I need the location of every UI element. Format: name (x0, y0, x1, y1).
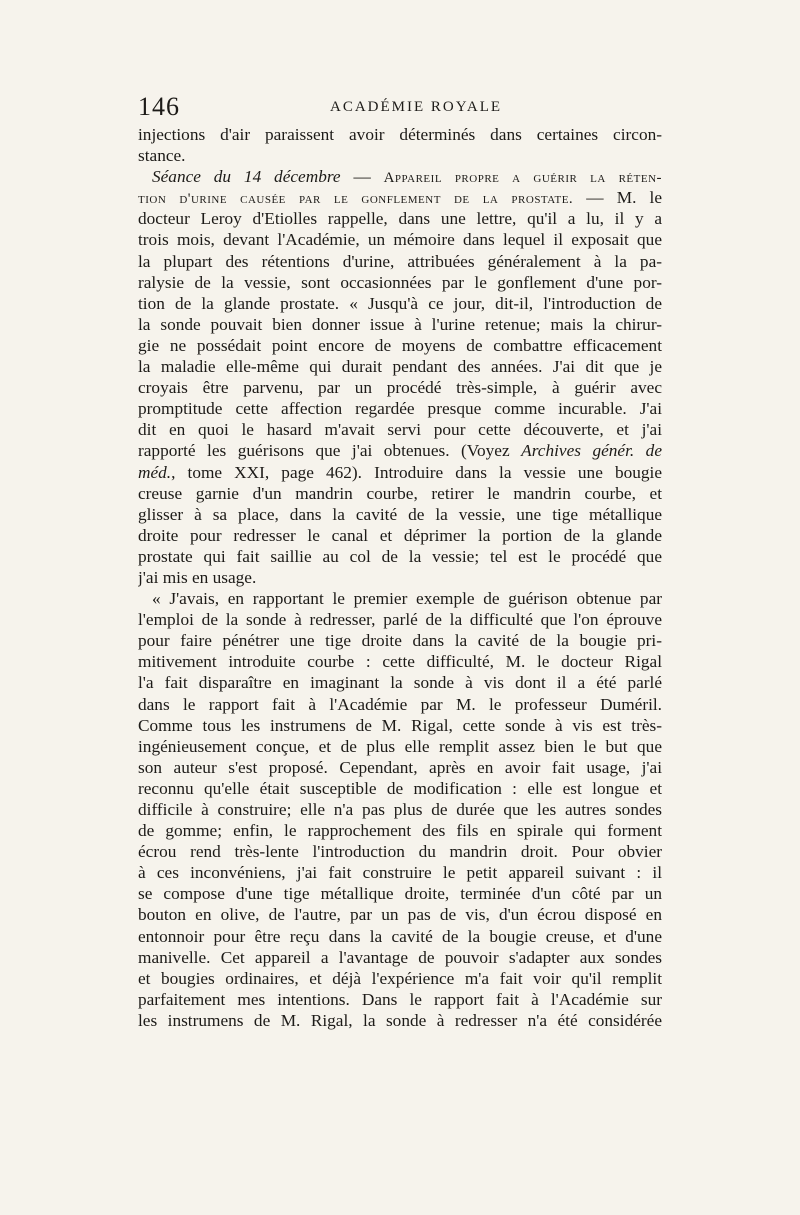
text-segment: Appareil propre a guérir la réten- (383, 170, 662, 187)
page-header (138, 92, 662, 122)
page-number: 146 (138, 92, 180, 121)
text-line: la maladie elle-même qui durait pendant des années. J'ai dit que je (138, 357, 662, 377)
text-segment: tion d'urine causée par le gonflement de la prostate. (138, 191, 574, 208)
text-line: se compose d'une tige métallique droite, terminée d'un côté par un (138, 884, 662, 904)
text-line: j'ai mis en usage. (138, 567, 257, 587)
text-line: parfaitement mes intentions. Dans le rapport fait à l'Académie sur (138, 989, 662, 1009)
text-line: Comme tous les instrumens de M. Rigal, cette sonde à vis est très- (138, 715, 662, 735)
text-line: ralysie de la vessie, sont occasionnées par le gonflement d'une por- (138, 272, 662, 292)
text-line: trois mois, devant l'Académie, un mémoire dans lequel il exposait que (138, 230, 662, 250)
text-line (138, 166, 662, 187)
text-line (138, 440, 662, 461)
text-line: « J'avais, en rapportant le premier exemple de guérison obtenue par (152, 589, 662, 609)
text-line: bouton en olive, de l'autre, par un pas de vis, d'un écrou disposé en (138, 905, 662, 925)
text-line: entonnoir pour être reçu dans la cavité de la bougie creuse, et d'une (138, 926, 662, 946)
text-line: creuse garnie d'un mandrin courbe, retirer le mandrin courbe, et (138, 483, 662, 503)
text-line: dans le rapport fait à l'Académie par M. le professeur Duméril. (138, 694, 662, 714)
text-line (138, 187, 662, 208)
text-line: écrou rend très-lente l'introduction du mandrin droit. Pour obvier (138, 842, 662, 862)
text-line: l'a fait disparaître en imaginant la sonde à vis dont il a été parlé (138, 673, 662, 693)
text-line: l'emploi de la sonde à redresser, parlé de la difficulté que l'on éprouve (138, 610, 662, 630)
text-line: difficile à construire; elle n'a pas plus de durée que les autres sondes (138, 800, 662, 819)
text-line: droite pour redresser le canal et déprimer la portion de la glande (138, 525, 662, 545)
text-line: la plupart des rétentions d'urine, attribuées généralement à la pa- (138, 251, 662, 271)
text-line (138, 462, 662, 483)
text-line: croyais être parvenu, par un procédé très-simple, à guérir avec (138, 378, 662, 398)
text-line: pour faire pénétrer une tige droite dans la cavité de la bougie pri- (138, 631, 662, 651)
text-line: son auteur s'est proposé. Cependant, après en avoir fait usage, j'ai (138, 757, 662, 777)
text-segment: Séance du 14 décembre (152, 167, 341, 187)
text-line: tion de la glande prostate. « Jusqu'à ce jour, dit-il, l'introduction de (138, 293, 662, 313)
text-line: stance. (138, 146, 186, 166)
text-segment: — M. le (573, 188, 662, 208)
text-line: de gomme; enfin, le rapprochement des fils en spirale qui forment (138, 821, 662, 841)
text-line: dit en quoi le hasard m'avait servi pour cette découverte, et j'ai (138, 420, 662, 440)
body-text (138, 124, 662, 1031)
text-line: glisser à sa place, dans la cavité de la vessie, une tige métallique (138, 504, 662, 524)
text-line: injections d'air paraissent avoir déterminés dans certaines circon- (138, 125, 662, 144)
text-line: gie ne possédait point encore de moyens de combattre efficacement (138, 335, 662, 355)
text-line: et bougies ordinaires, et déjà l'expérience m'a fait voir qu'il remplit (138, 968, 662, 988)
text-segment: méd. (138, 462, 172, 482)
text-line: manivelle. Cet appareil a l'avantage de pouvoir s'adapter aux sondes (138, 947, 662, 967)
running-head: ACADÉMIE ROYALE (330, 99, 503, 115)
text-line: ingénieusement conçue, et de plus elle remplit assez bien le but que (138, 736, 662, 756)
text-line: docteur Leroy d'Etiolles rappelle, dans une lettre, qu'il a lu, il y a (138, 209, 662, 229)
text-segment: Archives génér. de (521, 441, 662, 461)
text-line: la sonde pouvait bien donner issue à l'urine retenue; mais la chirur- (138, 314, 662, 334)
text-segment: rapporté les guérisons que j'ai obtenues. (Voyez (138, 441, 522, 461)
text-segment: , tome XXI, page 462). Introduire dans la vessie une bougie (171, 462, 662, 482)
text-line: mitivement introduite courbe : cette difficulté, M. le docteur Rigal (138, 652, 662, 672)
text-line: reconnu qu'elle était susceptible de modification : elle est longue et (138, 778, 662, 798)
text-line: à ces inconvéniens, j'ai fait construire le petit appareil suivant : il (138, 863, 662, 883)
text-segment: — (340, 167, 384, 187)
text-line: les instrumens de M. Rigal, la sonde à redresser n'a été considérée (138, 1010, 662, 1030)
text-line: prostate qui fait saillie au col de la vessie; tel est le procédé que (138, 546, 662, 566)
text-line: promptitude cette affection regardée presque comme incurable. J'ai (138, 399, 662, 419)
